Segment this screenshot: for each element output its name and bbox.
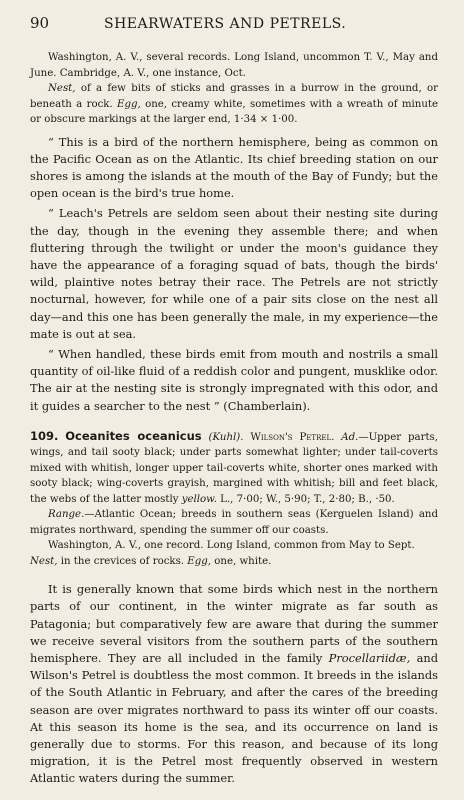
species-name: Oceanites oceanicus [65, 428, 202, 443]
quote-paragraph: “ This is a bird of the northern hemisphere, being as common on the Pacific Ocean as on the Atlantic. Its chief breeding station on our shores is among the islands at the mouth of the Bay of Fundy; but the open ocean is the bird's true home. [30, 134, 438, 201]
quote-paragraph: “ When handled, these birds emit from mouth and nostrils a small quantity of oil-like fluid of a reddish color and pungent, musklike odor. The air at the nesting site is strongly impregnated with this odor, and it guides a searcher to the nest ” (Chamberlain). [30, 346, 438, 413]
intro-records: Washington, A. V., several records. Long Island, uncommon T. V., May and June. Cambridge, A. V., one instance, Oct. [30, 52, 438, 79]
closing-text-after: and Wilson's Petrel is doubtless the most common. It breeds in the islands of the South Atlantic in February, and after the cares of the breeding season are over migrates northward to pass its winter off our coasts. At this season its home is the sea, and its occurrence on land is generally due to storms. For this reason, and because of its long migration, it is the Petrel most frequently observed in western Atlantic waters during the summer. [30, 651, 438, 786]
quote-paragraph: “ Leach's Petrels are seldom seen about their nesting site during the day, though in the evening they assemble there; and when fluttering through the twilight or under the moon's guidance they have the appearance of a foraging squad of bats, though the birds' wild, plaintive notes betray their race. The Petrels are not strictly nocturnal, however, for while one of a pair sits close on the nest all day—and this one has been generally the male, in my experience—the mate is out at sea. [30, 206, 438, 341]
quote-block [30, 134, 438, 415]
species-authority: (Kuhl). [208, 431, 244, 443]
species-description [30, 429, 438, 508]
closing-paragraph [30, 581, 438, 787]
closing-block [30, 581, 438, 787]
species-nest-egg [30, 554, 438, 570]
measurements: L., 7·00; W., 5·90; T., 2·80; B., ·50. [216, 493, 395, 505]
ad-label: Ad. [341, 431, 359, 443]
egg-label: Egg, [187, 555, 212, 567]
intro-nest-egg [30, 81, 438, 128]
nest-label: Nest, [30, 555, 58, 567]
nest-text: of a few bits of sticks and grasses in a burrow in the ground, or beneath a rock. [30, 83, 438, 110]
running-title: SHEARWATERS AND PETRELS. [104, 16, 347, 32]
page-number: 90 [30, 14, 50, 32]
species-entry [30, 429, 438, 570]
nest-text: in the crevices of rocks. [57, 555, 188, 567]
common-name: Wilson's Petrel. [250, 431, 335, 443]
nest-label: Nest, [48, 83, 76, 94]
egg-label: Egg, [117, 98, 141, 110]
yellow-word: yellow. [181, 493, 217, 505]
description-text: —Upper parts, wings, and tail sooty black; under parts somewhat lighter; under tail-coverts mixed with whitish, longer upper tail-coverts white, shorter ones marked with sooty black; wing-coverts grayish, margined with whitish; bill and feet black, the webs of the latter mostly [30, 431, 439, 505]
species-records: Washington, A. V., one record. Long Island, common from May to Sept. [48, 540, 415, 552]
range-label: Range. [48, 509, 85, 521]
egg-text: one, white. [211, 555, 272, 567]
species-number: 109. [30, 428, 59, 443]
closing-text-before: It is generally known that some birds which nest in the northern parts of our continent, in the winter migrate as far south as Patagonia; but comparatively few are aware that during the summer we receive several visitors from the southern parts of the southern hemisphere. They are all included in the family [30, 582, 438, 666]
species-range [30, 507, 438, 538]
range-text: —Atlantic Ocean; breeds in southern seas (Kerguelen Island) and migrates northward, spending the summer off our coasts. [30, 509, 438, 536]
family-name: Procellariidæ, [328, 651, 411, 666]
running-head [30, 14, 438, 36]
egg-text: one, creamy white, sometimes with a wreath of minute or obscure markings at the larger end, 1·34 × 1·00. [30, 98, 439, 125]
intro-notes [30, 50, 438, 128]
